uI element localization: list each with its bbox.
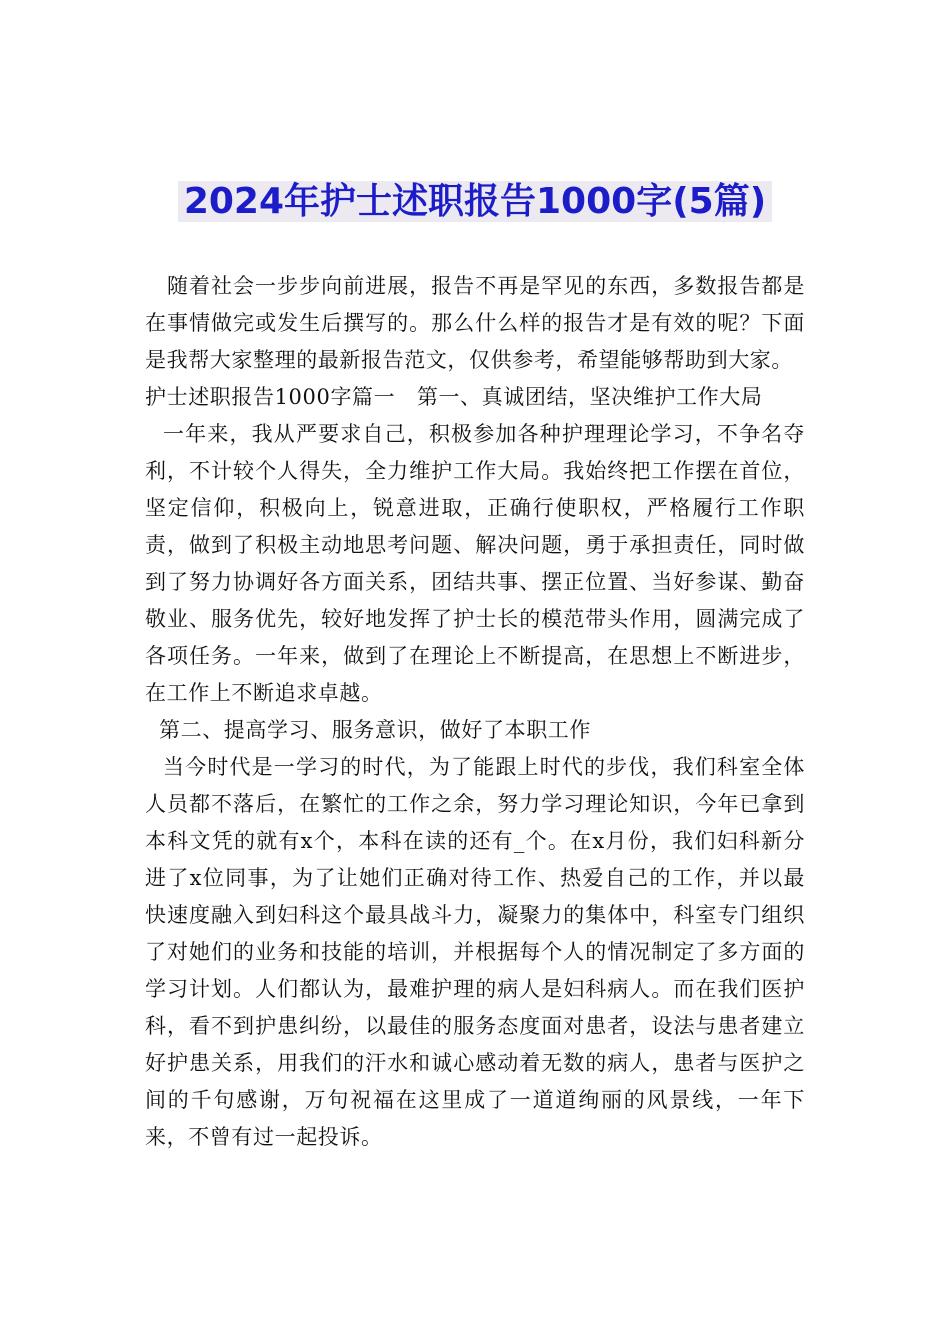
paragraph-section-2-body: 当今时代是一学习的时代，为了能跟上时代的步伐，我们科室全体人员都不落后，在繁忙的工作之余，努力学习理论知识，今年已拿到本科文凭的就有x个，本科在读的还有_个。在x月份，我们妇科新分进了x位同事，为了让她们正确对待工作、热爱自己的工作，并以最快速度融入到妇科这个最具战斗力，凝聚力的集体中，科室专门组织了对她们的业务和技能的培训，并根据每个人的情况制定了多方面的学习计划。人们都认为，最难护理的病人是妇科病人。而在我们医护科，看不到护患纠纷，以最佳的服务态度面对患者，设法与患者建立好护患关系，用我们的汗水和诚心感动着无数的病人，患者与医护之间的千句感谢，万句祝福在这里成了一道道绚丽的风景线，一年下来，不曾有过一起投诉。	[145, 755, 805, 1149]
document-body	[145, 268, 805, 1156]
paragraph-intro: 随着社会一步步向前进展，报告不再是罕见的东西，多数报告都是在事情做完或发生后撰写的。那么什么样的报告才是有效的呢？下面是我帮大家整理的最新报告范文，仅供参考，希望能够帮助到大家。	[145, 274, 805, 372]
paragraph-section-heading-1: 护士述职报告1000字篇一 第一、真诚团结，坚决维护工作大局	[145, 385, 763, 409]
paragraph-section-1-body: 一年来，我从严要求自己，积极参加各种护理理论学习，不争名夺利，不计较个人得失，全力维护工作大局。我始终把工作摆在首位，坚定信仰，积极向上，锐意进取，正确行使职权，严格履行工作职责，做到了积极主动地思考问题、解决问题，勇于承担责任，同时做到了努力协调好各方面关系，团结共事、摆正位置、当好参谋、勤奋敬业、服务优先，较好地发挥了护士长的模范带头作用，圆满完成了各项任务。一年来，做到了在理论上不断提高，在思想上不断进步，在工作上不断追求卓越。	[145, 422, 805, 705]
document-title-text: 2024年护士述职报告1000字(5篇)	[178, 181, 772, 222]
paragraph-section-heading-2: 第二、提高学习、服务意识，做好了本职工作	[159, 718, 591, 742]
document-title	[0, 176, 950, 228]
